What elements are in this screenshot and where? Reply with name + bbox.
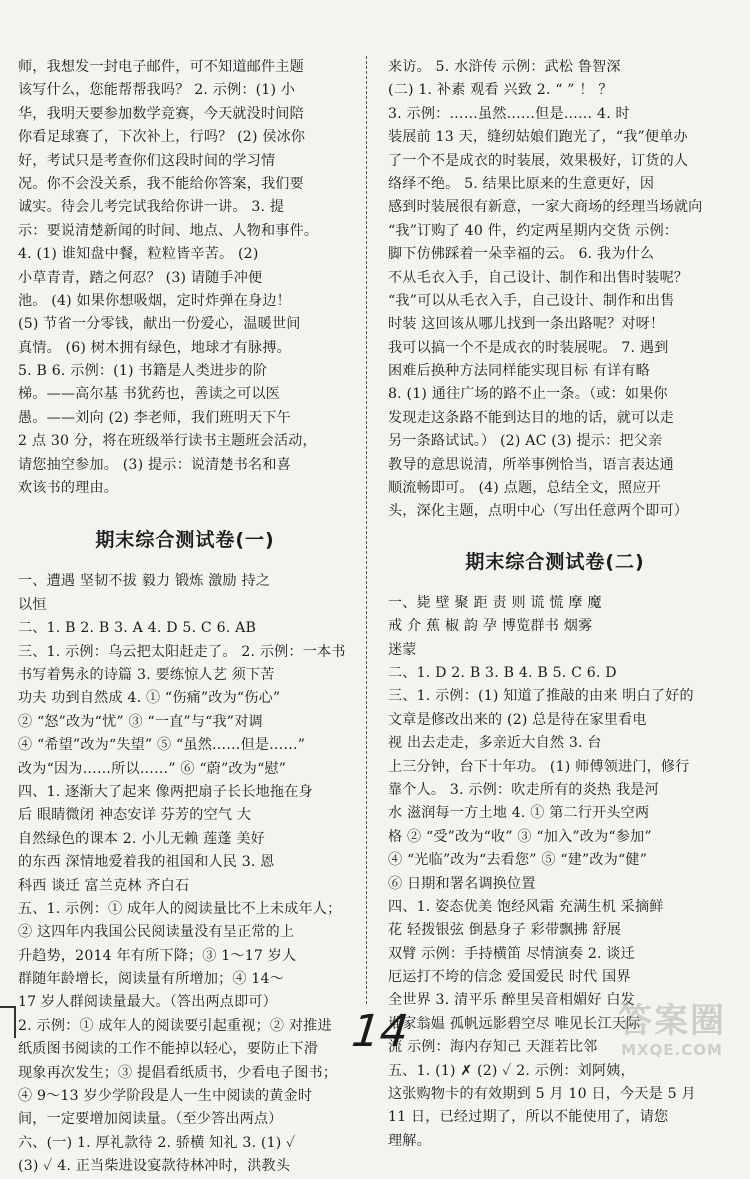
text-line: 书写着隽永的诗篇 3. 要练惊人艺 须下苦 <box>18 666 275 683</box>
text-line: 时装 这回该从哪儿找到一条出路呢？对呀！ <box>388 316 665 333</box>
text-line: (二) 1. 补素 观看 兴致 2. “ ” ！ ？ <box>388 82 613 99</box>
text-line: 格 ② “受”改为“收” ③ “加入”改为“参加” <box>388 828 652 845</box>
text-line: 另一条路试试。） (2) AC (3) 提示：把父亲 <box>388 433 663 450</box>
text-line: 五、1. (1) ✗ (2) ✓ 2. 示例：刘阿姨， <box>388 1062 635 1079</box>
text-line: 间，一定要增加阅读量。（至少答出两点） <box>18 1111 283 1128</box>
watermark-logo <box>602 1001 742 1071</box>
text-line: 谁家翁媪 孤帆远影碧空尽 唯见长江天际 <box>388 1015 641 1032</box>
text-line: 六、(一) 1. 厚礼款待 2. 骄横 知礼 3. (1) ✓ <box>18 1134 296 1151</box>
text-line: “我”订购了 40 件，约定两星期内交货 示例： <box>388 222 679 239</box>
test1-answers <box>18 570 352 1178</box>
text-line: 的东西 深情地爱着我的祖国和人民 3. 恩 <box>18 854 275 871</box>
text-line: 我可以搞一个不是成衣的时装展呢。 7. 遇到 <box>388 339 669 356</box>
text-line: 17 岁人群阅读量最大。（答出两点即可） <box>18 994 277 1011</box>
text-line: 发现走这条路不能到达目的地的话，就可以走 <box>388 409 674 426</box>
watermark-url: MXQE.COM <box>621 1041 723 1059</box>
text-line: ④ “光临”改为“去看您” ⑤ “建”改为“健” <box>388 852 648 869</box>
text-line: 欢该书的理由。 <box>18 480 119 497</box>
text-line: 流 示例：海内存知己 天涯若比邻 <box>388 1039 598 1056</box>
test2-title: 期末综合测试卷(二) <box>465 550 645 573</box>
left-answers-continued <box>18 56 352 500</box>
text-line: 靠个人。 3. 示例：吹走所有的炎热 我是河 <box>388 781 659 798</box>
column-divider <box>366 56 367 1004</box>
text-line: ④ “希望”改为“失望” ⑤ “虽然……但是……” <box>18 737 306 754</box>
text-line: 池。 (4) 如果你想吸烟，定时炸弹在身边！ <box>18 292 291 309</box>
text-line: 困难后换种方法同样能实现目标 有详有略 <box>388 363 650 380</box>
left-column <box>18 56 352 1179</box>
corner-mark <box>0 1006 16 1038</box>
text-line: 头，深化主题，点明中心（写出任意两个即可） <box>388 503 689 520</box>
text-line: 现象再次发生；③ 提倡看纸质书，少看电子图书； <box>18 1064 338 1081</box>
text-line: 顺流畅即可。 (4) 点题，总结全文，照应开 <box>388 480 661 497</box>
text-line: 这张购物卡的有效期到 5 月 10 日，今天是 5 月 <box>388 1086 696 1103</box>
text-line: 装展前 13 天，缝纫姑娘们跑光了，“我”便单办 <box>388 129 688 146</box>
text-line: 该写什么，您能帮帮我吗？ 2. 示例：(1) 小 <box>18 82 296 99</box>
text-line: 诚实。待会儿考完试我给你讲一讲。 3. 提 <box>18 199 285 216</box>
text-line: 五、1. 示例：① 成年人的阅读量比不上未成年人； <box>18 900 342 917</box>
text-line: 一、毙 壁 聚 距 责 则 谎 慌 摩 魔 <box>388 594 602 611</box>
top-edge <box>30 0 720 6</box>
text-line: 真情。 (6) 树木拥有绿色，地球才有脉搏。 <box>18 339 291 356</box>
text-line: 华，我明天要参加数学竞赛，今天就没时间陪 <box>18 105 304 122</box>
text-line: 示：要说清楚新闻的时间、地点、人物和事件。 <box>18 222 319 239</box>
text-line: 8. (1) 通往广场的路不止一条。（或：如果你 <box>388 386 668 403</box>
text-line: 二、1. B 2. B 3. A 4. D 5. C 6. AB <box>18 620 257 637</box>
text-line: 教导的意思说清，所举事例恰当，语言表达通 <box>388 456 674 473</box>
text-line: 来访。 5. 水浒传 示例：武松 鲁智深 <box>388 59 621 75</box>
text-line: 双臂 示例：手持横笛 尽情演奏 2. 谈迁 <box>388 945 635 962</box>
right-column <box>388 56 722 1153</box>
text-line: 文章是修改出来的 (2) 总是待在家里看电 <box>388 711 647 728</box>
text-line: 2 点 30 分，将在班级举行读书主题班会活动， <box>18 433 317 450</box>
text-line: 自然绿色的课本 2. 小儿无赖 莲蓬 美好 <box>18 830 265 847</box>
text-line: (3) ✓ 4. 正当柴进设宴款待林冲时，洪教头 <box>18 1158 291 1175</box>
text-line: 理解。 <box>388 1132 431 1149</box>
text-line: 升趋势，2014 年有所下降；③ 1～17 岁人 <box>18 947 297 964</box>
text-line: 纸质图书阅读的工作不能掉以轻心，要防止下滑 <box>18 1041 319 1058</box>
text-line: 花 轻拨银弦 倒悬身子 彩带飘拂 舒展 <box>388 922 622 939</box>
text-line: (5) 节省一分零钱，献出一份爱心，温暖世间 <box>18 316 301 333</box>
right-answers-continued <box>388 56 722 524</box>
text-line: 群随年龄增长，阅读量有所增加；④ 14～ <box>18 971 285 988</box>
text-line: 二、1. D 2. B 3. B 4. B 5. C 6. D <box>388 664 617 681</box>
text-line: 后 眼睛微闭 神态安详 芬芳的空气 大 <box>18 807 252 824</box>
text-line: 科西 谈迁 富兰克林 齐白石 <box>18 877 190 894</box>
text-line: 梯。——高尔基 书犹药也，善读之可以医 <box>18 386 280 403</box>
text-line: 视 出去走走，多亲近大自然 3. 台 <box>388 735 602 752</box>
text-line: 2. 示例：① 成年人的阅读要引起重视；② 对推进 <box>18 1017 332 1034</box>
watermark-logo-text: 答案圈 <box>618 1001 726 1041</box>
text-line: 好，考试只是考查你们这段时间的学习情 <box>18 152 276 169</box>
text-line: 11 日，已经过期了，所以不能使用了，请您 <box>388 1109 669 1126</box>
text-line: 你看足球赛了，下次补上，行吗？ (2) 侯冰你 <box>18 129 306 146</box>
text-line: 水 滋润每一方土地 4. ① 第二行开头空两 <box>388 805 650 822</box>
text-line: 4. (1) 谁知盘中餐，粒粒皆辛苦。 (2) <box>18 246 259 263</box>
text-line: 改为“因为……所以……” ⑥ “蔚”改为“慰” <box>18 760 287 777</box>
text-line: 不从毛衣入手，自己设计、制作和出售时装呢？ <box>388 269 689 286</box>
test1-title: 期末综合测试卷(一) <box>95 529 275 552</box>
text-line: ② “怒”改为“忧” ③ “一直”与“我”对调 <box>18 713 263 730</box>
text-line: 厄运打不垮的信念 爱国爱民 时代 国界 <box>388 969 631 986</box>
text-line: 5. B 6. 示例：(1) 书籍是人类进步的阶 <box>18 363 268 380</box>
page-number: 14 <box>349 1006 411 1057</box>
text-line: 脚下仿佛踩着一朵幸福的云。 6. 我为什么 <box>388 246 655 263</box>
text-line: 感到时装展很有新意，一家大商场的经理当场就向 <box>388 199 703 216</box>
text-line: 四、1. 姿态优美 饱经风霜 充满生机 采摘鲜 <box>388 898 664 915</box>
text-line: 功夫 功到自然成 4. ① “伤痛”改为“伤心” <box>18 690 281 707</box>
text-line: 一、遭遇 坚韧不拔 毅力 锻炼 激励 持之 <box>18 573 271 590</box>
text-line: ⑥ 日期和署名调换位置 <box>388 875 536 892</box>
text-line: 上三分钟，台下十年功。 (1) 师傅领进门，修行 <box>388 758 690 775</box>
text-line: 师，我想发一封电子邮件，可不知道邮件主题 <box>18 59 304 75</box>
text-line: 3. 示例：……虽然……但是…… 4. 时 <box>388 105 630 122</box>
text-line: 三、1. 示例：乌云把太阳赶走了。 2. 示例：一本书 <box>18 643 346 660</box>
text-line: 迷蒙 <box>388 641 417 658</box>
text-line: 请您抽空参加。 (3) 提示：说清楚书名和喜 <box>18 456 291 473</box>
text-line: “我”可以从毛衣入手，自己设计、制作和出售 <box>388 292 675 309</box>
text-line: 了一个不是成衣的时装展，效果极好，订货的人 <box>388 152 689 169</box>
text-line: 愚。——刘向 (2) 李老师，我们班明天下午 <box>18 409 291 426</box>
text-line: 戒 介 蕉 椒 韵 孕 博览群书 烟雾 <box>388 618 593 635</box>
text-line: 三、1. 示例：(1) 知道了推敲的由来 明白了好的 <box>388 688 694 705</box>
text-line: 以恒 <box>18 596 47 613</box>
text-line: 况。你不会没关系，我不能给你答案，我们要 <box>18 175 304 192</box>
text-line: ② 这四年内我国公民阅读量没有呈正常的上 <box>18 924 295 941</box>
text-line: 四、1. 逐渐大了起来 像两把扇子长长地拖在身 <box>18 783 313 800</box>
text-line: 全世界 3. 清平乐 醉里吴音相媚好 白发 <box>388 992 635 1009</box>
text-line: 络绎不绝。 5. 结果比原来的生意更好，因 <box>388 175 655 192</box>
text-line: ④ 9～13 岁少学阶段是人一生中阅读的黄金时 <box>18 1088 313 1105</box>
text-line: 小草青青，踏之何忍？ (3) 请随手冲便 <box>18 269 263 286</box>
